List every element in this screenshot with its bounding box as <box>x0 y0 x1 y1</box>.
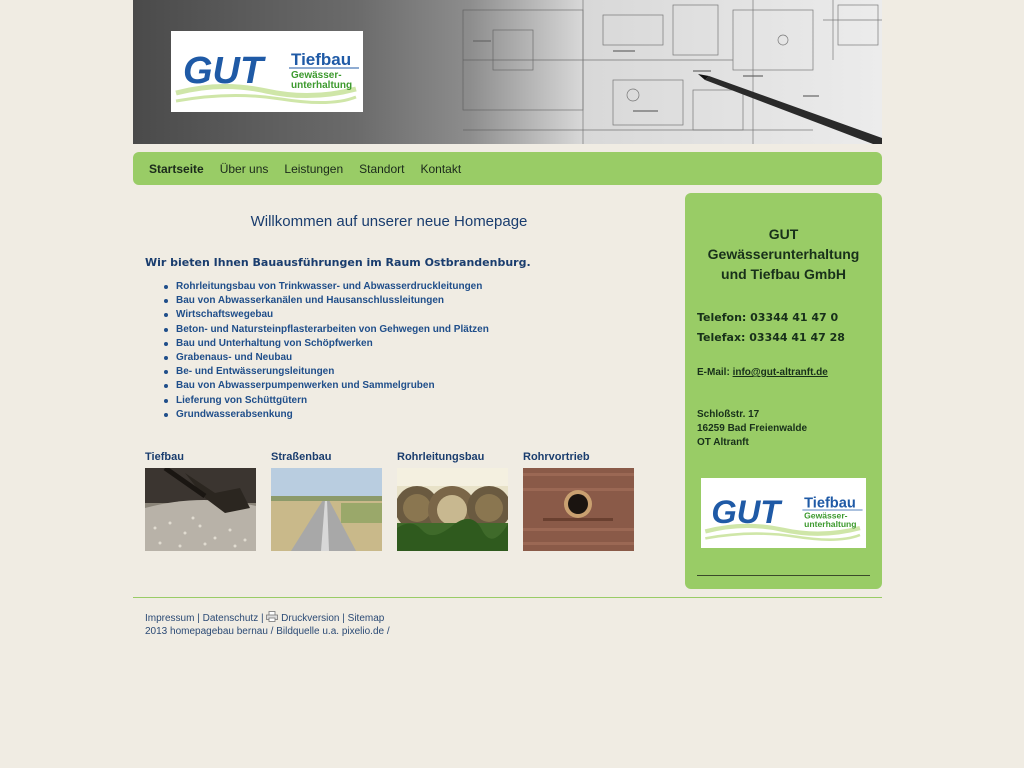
contact-sidebar <box>685 193 882 589</box>
address-line: Schloßstr. 17 <box>697 409 760 420</box>
druckversion-link[interactable]: Druckversion <box>281 613 340 624</box>
list-item: Lieferung von Schüttgütern <box>176 394 489 408</box>
list-item: Bau und Unterhaltung von Schöpfwerken <box>176 337 489 351</box>
svg-text:Tiefbau: Tiefbau <box>804 495 856 512</box>
list-item: Grabenaus- und Neubau <box>176 351 489 365</box>
tile-caption[interactable]: Rohrvortrieb <box>523 451 590 463</box>
address-line: 16259 Bad Freienwalde <box>697 423 808 434</box>
list-item: Bau von Abwasserpumpenwerken und Sammelgruben <box>176 379 489 393</box>
list-item: Rohrleitungsbau von Trinkwasser- und Abwasserdruckleitungen <box>176 280 489 294</box>
sidebar-divider <box>697 575 870 576</box>
footer-credit: 2013 homepagebau bernau / Bildquelle u.a. pixelio.de / <box>145 626 390 637</box>
sidebar-logo <box>701 478 866 548</box>
svg-text:unterhaltung: unterhaltung <box>804 519 857 530</box>
rohrvortrieb-image[interactable] <box>523 468 634 551</box>
nav-item-startseite[interactable]: Startseite <box>149 161 204 176</box>
tile-rohrvortrieb[interactable] <box>523 450 635 551</box>
pen-image <box>698 74 882 144</box>
gut-logo-icon <box>701 478 866 548</box>
list-item: Grundwasserabsenkung <box>176 408 489 422</box>
strassenbau-image[interactable] <box>271 468 382 551</box>
list-item: Beton- und Natursteinpflasterarbeiten von Gehwegen und Plätzen <box>176 323 489 337</box>
printer-icon[interactable] <box>266 611 278 622</box>
footer-divider <box>133 597 882 598</box>
nav-item-standort[interactable]: Standort <box>359 161 405 176</box>
company-name-line: GUT <box>768 226 799 242</box>
svg-text:Tiefbau: Tiefbau <box>291 50 352 69</box>
list-item: Bau von Abwasserkanälen und Hausanschlussleitungen <box>176 294 489 308</box>
company-name <box>685 224 882 284</box>
list-item: Wirtschaftswegebau <box>176 308 489 322</box>
sitemap-link[interactable]: Sitemap <box>347 613 385 624</box>
tile-strassenbau[interactable] <box>271 450 383 551</box>
email-link[interactable]: info@gut-altranft.de <box>732 367 828 378</box>
svg-text:GUT: GUT <box>711 492 781 530</box>
gut-logo-icon <box>171 31 363 112</box>
page-title: Willkommen auf unserer neue Homepage <box>250 213 528 230</box>
svg-text:unterhaltung: unterhaltung <box>291 80 353 91</box>
svg-text:Gewässer-: Gewässer- <box>291 70 342 81</box>
tile-tiefbau[interactable] <box>145 450 257 551</box>
company-name-line: Gewässerunterhaltung <box>707 246 860 262</box>
services-list <box>145 280 489 422</box>
fax-number: Telefax: 03344 41 47 28 <box>697 331 845 344</box>
header-banner <box>133 0 882 144</box>
tiefbau-image[interactable] <box>145 468 256 551</box>
service-tiles <box>145 450 665 560</box>
tile-caption[interactable]: Rohrleitungsbau <box>397 451 485 463</box>
address-line: OT Altranft <box>697 437 749 448</box>
footer-links: Impressum | Datenschutz | Druckversion | Sitemap <box>145 613 385 624</box>
impressum-link[interactable]: Impressum <box>145 613 195 624</box>
footer <box>145 611 390 638</box>
list-item: Be- und Entwässerungsleitungen <box>176 365 489 379</box>
nav-item-kontakt[interactable]: Kontakt <box>420 161 462 176</box>
nav-item-leistungen[interactable]: Leistungen <box>284 161 344 176</box>
svg-text:GUT: GUT <box>183 50 264 92</box>
phone-number: Telefon: 03344 41 47 0 <box>697 311 839 324</box>
nav-item-ueber-uns[interactable]: Über uns <box>219 161 269 176</box>
address <box>697 408 807 450</box>
tile-caption[interactable]: Tiefbau <box>145 451 184 463</box>
tile-rohrleitungsbau[interactable] <box>397 450 509 551</box>
email-row <box>697 367 828 378</box>
datenschutz-link[interactable]: Datenschutz <box>202 613 259 624</box>
company-name-line: und Tiefbau GmbH <box>721 266 846 282</box>
main-navigation <box>133 152 882 185</box>
header-logo[interactable] <box>171 31 363 112</box>
tile-caption[interactable]: Straßenbau <box>271 451 332 463</box>
page-wrapper <box>133 0 882 768</box>
svg-text:Gewässer-: Gewässer- <box>804 510 848 521</box>
rohrleitungsbau-image[interactable] <box>397 468 508 551</box>
intro-text: Wir bieten Ihnen Bauausführungen im Raum Ostbrandenburg. <box>145 256 531 269</box>
email-label: E-Mail: <box>697 367 730 378</box>
